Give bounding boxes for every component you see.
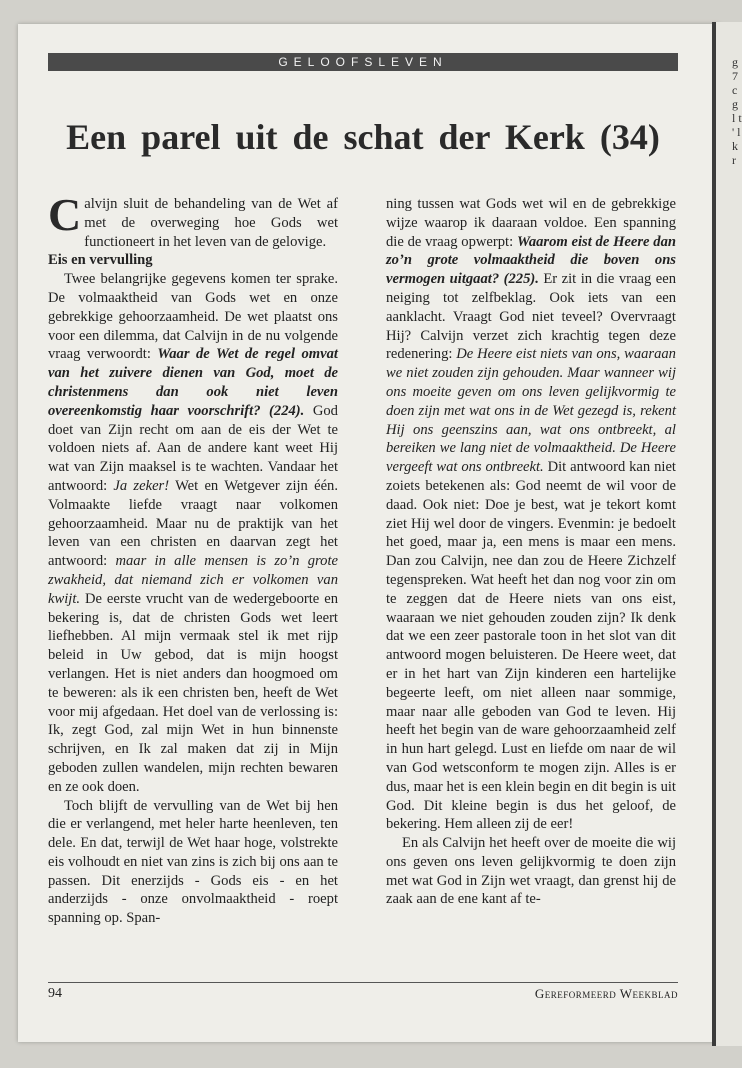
answer-quote: Ja zeker! — [113, 477, 170, 494]
intro-text: alvijn sluit de behandeling van de Wet af met de overweging hoe Gods wet functioneert in het leven van de gelovige. — [84, 196, 338, 250]
drop-cap: C — [48, 189, 82, 240]
right-column — [386, 195, 676, 909]
next-page-edge — [712, 22, 742, 1046]
body-paragraph: Toch blijft de vervulling van de Wet bij hen die er verlangend, met heler harte heenleven, ten dele. En dat, terwijl de Wet haar hoge, volstrekte eis volhoudt en niet van zins is zich bij ons aan te passen. Dit enerzijds - Gods eis - en het anderzijds - onze onvolmaaktheid - roept spanning op. Span- — [48, 797, 338, 927]
text-run: ning tussen wat Gods wet wil en de gebrekkige wijze waarop ik daaraan voldoe. Een spanning die de vraag opwerpt: — [386, 196, 676, 250]
body-paragraph — [48, 270, 338, 796]
text-run: Dit antwoord kan niet zoiets betekenen als: God neemt de wil voor de daad. Ook niet: Doe je best, wat je tekort komt ziet Hij wel door de vingers. Evenmin: je bedoelt het goed, maar ja, een mens is maar een mens. Dan zou Calvijn, nee dan zou de Heere Zichzelf tegenspreken. Wat heeft het dan nog voor zin om te zeggen dat de Heere niets van ons eist, waaraan we niet gehouden zouden zijn? Ik denk dat we een zeer pastorale toon in het slot van dit antwoord mogen beluisteren. De Heere weet, dat er in het hart van Zijn kinderen een hartelijke begeerte leeft, om niet alleen naar sommige, maar naar alle geboden van God te leven. Hij heeft het begin van de ware gehoorzaamheid zelf in hun hart gelegd. Lust en liefde om naar de wil van God wetsconform te mogen zijn. Alles is er dus, maar het is een klein begin en dit begin is uit God. Dit kleine begin is dus het geloof, de bekering. Hem alleen zij de eer! — [386, 459, 676, 833]
text-run: Wet en Wetgever zijn één. Volmaakte liefde vraagt naar volkomen gehoorzaamheid. Maar nu de praktijk van het leven van een christen en daarvan zegt het antwoord: — [48, 477, 338, 570]
text-run: Twee belangrijke gegevens komen ter sprake. De volmaaktheid van Gods wet en onze gebrekkige gehoorzaamheid. De wet plaatst ons voor een dilemma, dat Calvijn in de nu volgende vraag verwoordt: — [48, 271, 338, 363]
page-number: 94 — [48, 986, 62, 1001]
question-quote: Waar de Wet de regel omvat van het zuivere dienen van God, moet de christenmens dan ook niet leven overeenkomstig haar voorschrift? (224). — [48, 346, 338, 419]
footer-rule — [48, 982, 678, 983]
intro-paragraph — [48, 189, 338, 251]
subheading: Eis en vervulling — [48, 252, 153, 269]
article-title: Een parel uit de schat der Kerk (34) — [66, 117, 660, 157]
question-quote: Waarom eist de Heere dan zo’n grote volmaaktheid die boven ons vermogen uitgaat? (225). — [386, 233, 677, 288]
body-paragraph: En als Calvijn het heeft over de moeite die wij ons geven ons leven gelijkvormig te doen zijn met wat God in Zijn wet vraagt, dan grenst hij de zaak aan de ene kant af te- — [386, 835, 676, 908]
left-column — [48, 189, 338, 928]
text-run: De eerste vrucht van de wedergeboorte en bekering is, dat de christen Gods wet leert liefhebben. Al mijn vermaak stel ik met rijp beleid in Uw gebod, dat is mijn hoogst verlangen. Het is niet anders dan hoogmoed om te beweren: als ik een christen ben, heeft de Wet voor mij afgedaan. Het doel van de verlossing is: Ik, zegt God, zal mijn Wet in hun binnenste schrijven, en Ik zal maken dat zij in Mijn geboden zullen wandelen, mijn rechten bewaren en ze ook doen. — [48, 590, 338, 795]
publication-name: Gereformeerd Weekblad — [534, 986, 678, 1001]
section-header: GELOOFSLEVEN — [48, 53, 678, 71]
text-run: God doet van Zijn recht om aan de eis der Wet te voldoen niets af. Aan de andere kant weet Hij wat van Zijn maaksel is te wachten. Vandaar het antwoord: — [48, 402, 338, 494]
text-run: Er zit in die vraag een neiging tot zelfbeklag. Ook iets van een aanklacht. Vraagt God niet teveel? Overvraagt Hij? Calvijn verzet zich krachtig tegen deze redenering: — [386, 271, 676, 363]
answer-quote: maar in alle mensen is zo’n grote zwakheid, dat niemand zich er volkomen van kwijt. — [48, 553, 338, 607]
answer-quote: De Heere eist niets van ons, waaraan we niet zouden zijn gehouden. Maar wanneer wij ons moeite geven om ons leven gelijkvormig te doen zijn met wat ons in de Wet gezegd is, rekent Hij ons geenszins aan, wat ons ontbreekt, al bereiken we lang niet de volmaaktheid. De Heere vergeeft wat ons ontbreekt. — [386, 346, 676, 476]
body-paragraph — [386, 195, 676, 834]
next-page-fragment: g 7 c g l t ' l k r — [732, 55, 742, 167]
